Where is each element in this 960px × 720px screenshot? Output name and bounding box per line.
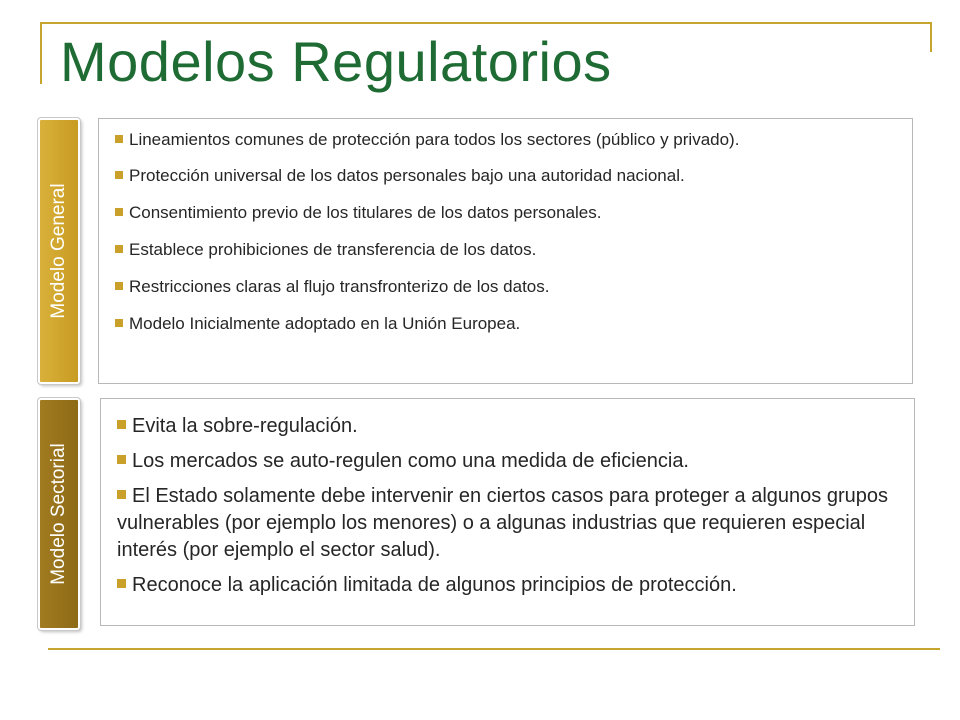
bullet-square-icon — [115, 171, 123, 179]
bullet-square-icon — [115, 319, 123, 327]
bullet-square-icon — [117, 455, 126, 464]
list-item: Lineamientos comunes de protección para todos los sectores (público y privado). — [115, 125, 894, 155]
sectorial-bullet-list — [117, 413, 900, 599]
slide-title: Modelos Regulatorios — [60, 30, 612, 93]
bullet-square-icon — [115, 135, 123, 143]
list-item: Consentimiento previo de los titulares de los datos personales. — [115, 198, 894, 228]
bullet-square-icon — [117, 420, 126, 429]
bullet-square-icon — [115, 282, 123, 290]
sectorial-content-box — [100, 398, 915, 626]
list-item: Modelo Inicialmente adoptado en la Unión Europea. — [115, 309, 894, 339]
bullet-square-icon — [115, 208, 123, 216]
bullet-square-icon — [117, 579, 126, 588]
tab-modelo-sectorial-label: Modelo Sectorial — [48, 443, 69, 585]
tab-modelo-general-label: Modelo General — [48, 183, 69, 319]
list-item: Reconoce la aplicación limitada de algunos principios de protección. — [117, 572, 900, 599]
list-item: El Estado solamente debe intervenir en ciertos casos para proteger a algunos grupos vulnerables (por ejemplo los menores) o a algunas industrias que requieren especial interés (por ejemplo el sector salud). — [117, 485, 889, 561]
tab-modelo-sectorial — [38, 398, 80, 630]
frame-bottom-line — [48, 648, 940, 650]
list-item: Establece prohibiciones de transferencia de los datos. — [115, 235, 894, 265]
list-item: Restricciones claras al flujo transfronterizo de los datos. — [115, 272, 894, 302]
bullet-square-icon — [115, 245, 123, 253]
frame-top-line — [40, 22, 932, 24]
bullet-square-icon — [117, 490, 126, 499]
list-item: Los mercados se auto-regulen como una medida de eficiencia. — [117, 448, 900, 475]
frame-right-line — [930, 22, 932, 52]
list-item: Protección universal de los datos personales bajo una autoridad nacional. — [115, 161, 894, 191]
general-bullet-list — [115, 125, 894, 339]
frame-left-line — [40, 22, 42, 84]
general-content-box — [98, 118, 913, 384]
tab-modelo-general — [38, 118, 80, 384]
list-item: Evita la sobre-regulación. — [117, 413, 900, 440]
